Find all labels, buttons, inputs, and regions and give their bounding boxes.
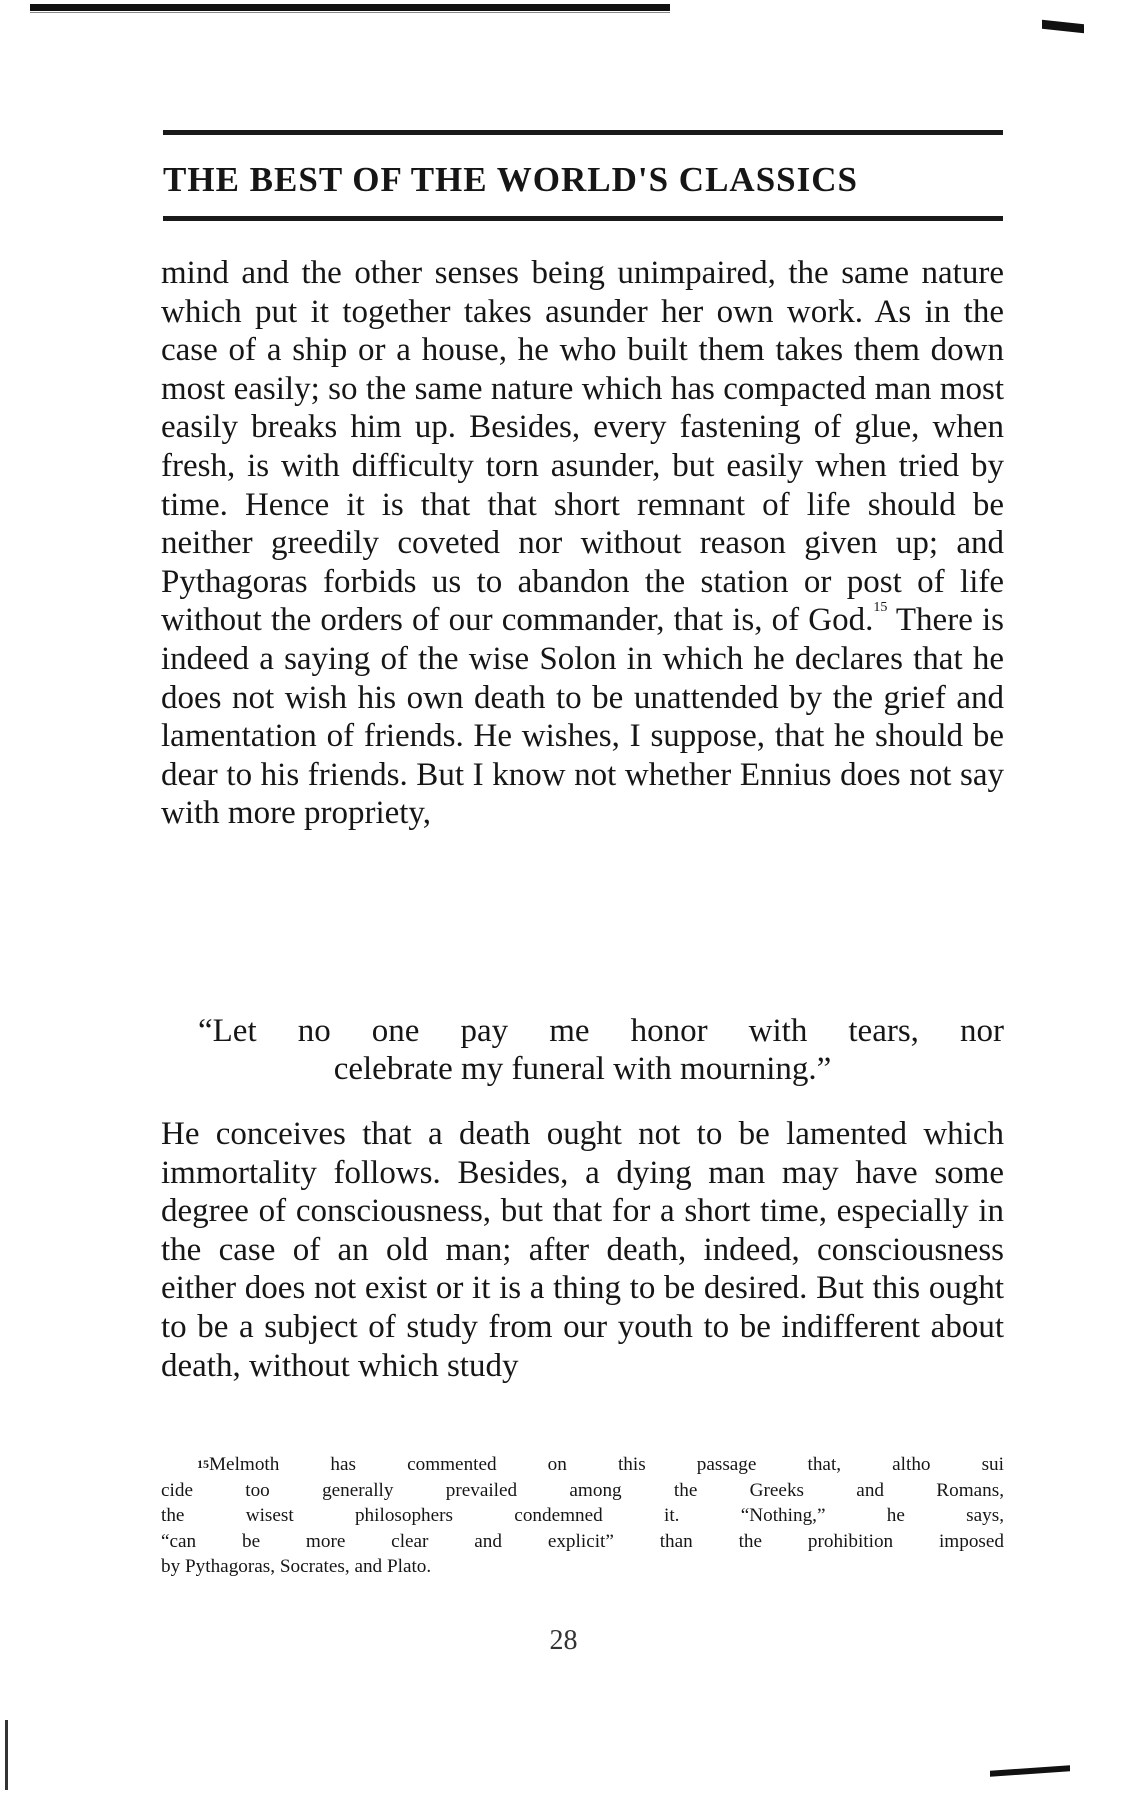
paragraph-1-text: mind and the other senses being unimpaired, the same nature which put it together takes asunder her own work. As in the case of a ship or a house, he who built them takes them down most easily; so the same nature which has compacted man most easily breaks him up. Besides, every fastening of glue, when fresh, is with difficulty torn asunder, but easily when tried by time. Hence it is that that short remnant of life should be neither greedily coveted nor without reason given up; and Pythagoras forbids us to abandon the station or post of life without the orders of our commander, that is, of God. [161,255,1004,639]
paragraph-1-continuation: There is indeed a saying of the wise Solon in which he declares that he does not wish his own death to be unattended by the grief and lamentation of friends. He wishes, I suppose, that he should be dear to his friends. But I know not whether Ennius does not say with more propriety, [161,602,1004,832]
footnote-line [161,1452,1004,1478]
scan-edge-left [5,1720,8,1790]
body-paragraph-1 [161,254,1004,833]
running-head: THE BEST OF THE WORLD'S CLASSICS [163,160,858,199]
verse-quote [161,1012,1004,1088]
header-rule-top [163,130,1003,135]
footnote-reference: 15 [873,600,888,616]
footnote-line-text: Melmoth has commented on this passage that, altho sui [209,1454,1004,1475]
scan-edge-top [30,4,670,11]
scan-edge-bottom [990,1765,1070,1777]
footnote [161,1452,1004,1580]
page-number: 28 [549,1625,578,1656]
footnote-line: by Pythagoras, Socrates, and Plato. [161,1556,432,1577]
footnote-line: the wisest philosophers condemned it. “Nothing,” he says, [161,1505,1004,1526]
scan-edge-corner [1042,20,1084,33]
quote-line-1: “Let no one pay me honor with tears, nor [198,1013,1004,1049]
footnote-line: “can be more clear and explicit” than the prohibition imposed [161,1530,1004,1552]
header-rule-bottom [163,216,1003,221]
scan-edge-top-thin [30,12,670,13]
body-paragraph-2: He conceives that a death ought not to be lamented which immortality follows. Besides, a dying man may have some degree of consciousness, but that for a short time, especially in the case of an old man; after death, indeed, consciousness either does not exist or it is a thing to be desired. But this ought to be a subject of study from our youth to be indifferent about death, without which study [161,1116,1004,1384]
footnote-mark: 15 [197,1457,209,1471]
footnote-line: cide too generally prevailed among the Greeks and Romans, [161,1479,1004,1501]
quote-line-2: celebrate my funeral with mourning.” [333,1051,832,1087]
